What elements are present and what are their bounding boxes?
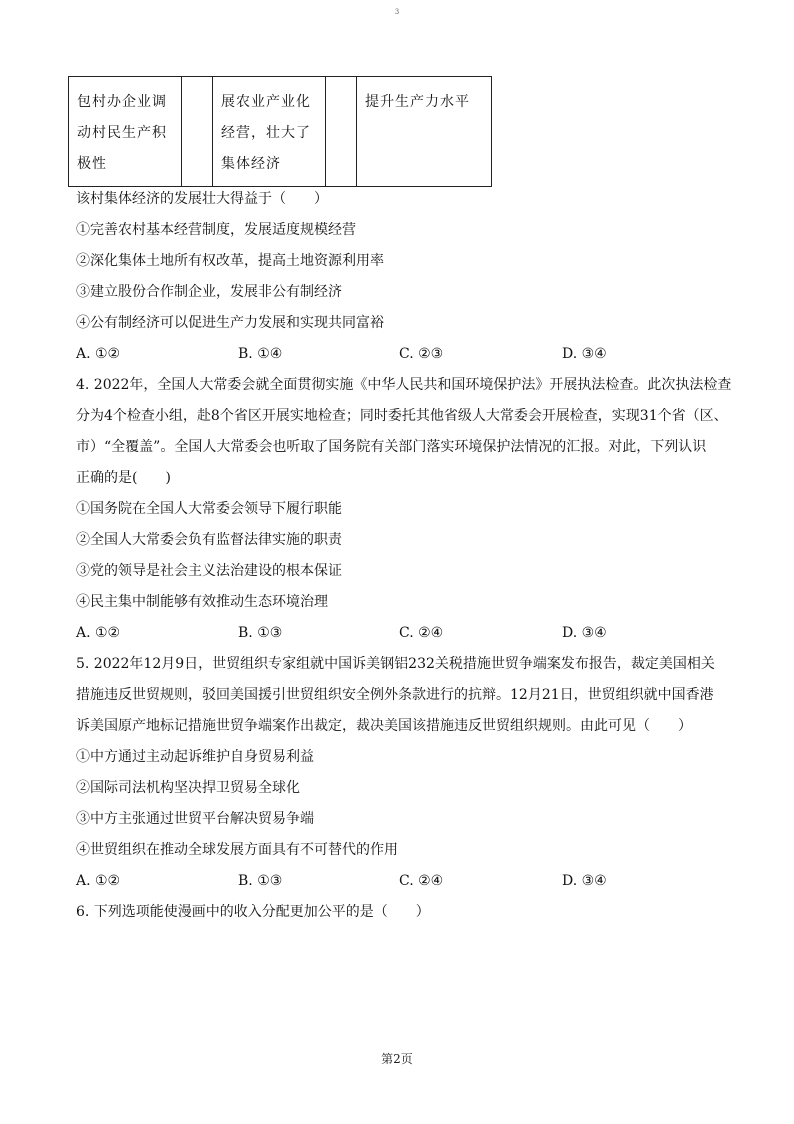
choice-d[interactable]: D. ③④ bbox=[562, 625, 607, 641]
choice-c[interactable]: C. ②③ bbox=[399, 346, 444, 362]
q3-option: ②深化集体土地所有权改革，提高土地资源利用率 bbox=[76, 253, 384, 269]
flow-arrow-cell bbox=[326, 77, 357, 187]
q4-option: ③党的领导是社会主义法治建设的根本保证 bbox=[76, 563, 342, 579]
q4-option: ①国务院在全国人大常委会领导下履行职能 bbox=[76, 501, 342, 517]
cell-text: 经营，壮大了 bbox=[221, 125, 311, 141]
q4-stem: 市）“全覆盖”。全国人大常委会也听取了国务院有关部门落实环境保护法情况的汇报。对此，下列认识 bbox=[76, 439, 707, 455]
flow-cell-1 bbox=[69, 77, 182, 187]
flow-arrow-cell bbox=[182, 77, 213, 187]
cell-text: 动村民生产积 bbox=[77, 125, 167, 141]
choice-a[interactable]: A. ①② bbox=[76, 873, 121, 889]
q4-stem: 正确的是( ) bbox=[76, 470, 171, 486]
q3-choices bbox=[76, 339, 726, 370]
cell-text: 集体经济 bbox=[221, 156, 281, 172]
question-content bbox=[76, 184, 732, 928]
flow-table bbox=[68, 76, 492, 187]
q5-stem: 措施违反世贸规则，驳回美国援引世贸组织安全例外条款进行的抗辩。12月21日，世贸组织就中国香港 bbox=[76, 687, 714, 703]
cell-text: 提升生产力水平 bbox=[365, 94, 470, 110]
cell-text: 展农业产业化 bbox=[221, 94, 311, 110]
q6-stem: 6. 下列选项能使漫画中的收入分配更加公平的是（ ） bbox=[76, 904, 430, 920]
q5-option: ②国际司法机构坚决捍卫贸易全球化 bbox=[76, 780, 300, 796]
q4-choices bbox=[76, 618, 726, 649]
choice-d[interactable]: D. ③④ bbox=[562, 346, 607, 362]
q5-stem: 诉美国原产地标记措施世贸争端案作出裁定，裁决美国该措施违反世贸组织规则。由此可见（ ） bbox=[76, 718, 692, 734]
choice-a[interactable]: A. ①② bbox=[76, 625, 121, 641]
q3-option: ①完善农村基本经营制度，发展适度规模经营 bbox=[76, 222, 356, 238]
choice-c[interactable]: C. ②④ bbox=[399, 873, 444, 889]
q3-stem: 该村集体经济的发展壮大得益于（ ） bbox=[76, 191, 328, 207]
q3-option: ③建立股份合作制企业，发展非公有制经济 bbox=[76, 284, 342, 300]
choice-c[interactable]: C. ②④ bbox=[399, 625, 444, 641]
choice-b[interactable]: B. ①④ bbox=[238, 346, 283, 362]
q5-option: ③中方主张通过世贸平台解决贸易争端 bbox=[76, 811, 314, 827]
q3-option: ④公有制经济可以促进生产力发展和实现共同富裕 bbox=[76, 315, 384, 331]
choice-b[interactable]: B. ①③ bbox=[238, 625, 283, 641]
cell-text: 极性 bbox=[77, 156, 107, 172]
q4-option: ②全国人大常委会负有监督法律实施的职责 bbox=[76, 532, 342, 548]
choice-d[interactable]: D. ③④ bbox=[562, 873, 607, 889]
q4-option: ④民主集中制能够有效推动生态环境治理 bbox=[76, 594, 328, 610]
choice-a[interactable]: A. ①② bbox=[76, 346, 121, 362]
q5-option: ①中方通过主动起诉维护自身贸易利益 bbox=[76, 749, 314, 765]
page-mark: 3 bbox=[394, 8, 400, 16]
q4-stem: 4. 2022年，全国人大常委会就全面贯彻实施《中华人民共和国环境保护法》开展执法检查。此次执法检查 bbox=[76, 377, 732, 393]
q4-stem: 分为4个检查小组，赴8个省区开展实地检查；同时委托其他省级人大常委会开展检查，实现31个省（区、 bbox=[76, 408, 728, 424]
page-footer: 第2页 bbox=[381, 1052, 413, 1066]
choice-b[interactable]: B. ①③ bbox=[238, 873, 283, 889]
flow-cell-3 bbox=[357, 77, 492, 187]
flow-cell-2 bbox=[213, 77, 326, 187]
q5-choices bbox=[76, 866, 726, 897]
q5-option: ④世贸组织在推动全球发展方面具有不可替代的作用 bbox=[76, 842, 398, 858]
q5-stem: 5. 2022年12月9日，世贸组织专家组就中国诉美钢铝232关税措施世贸争端案发布报告，裁定美国相关 bbox=[76, 656, 715, 672]
cell-text: 包村办企业调 bbox=[77, 94, 167, 110]
